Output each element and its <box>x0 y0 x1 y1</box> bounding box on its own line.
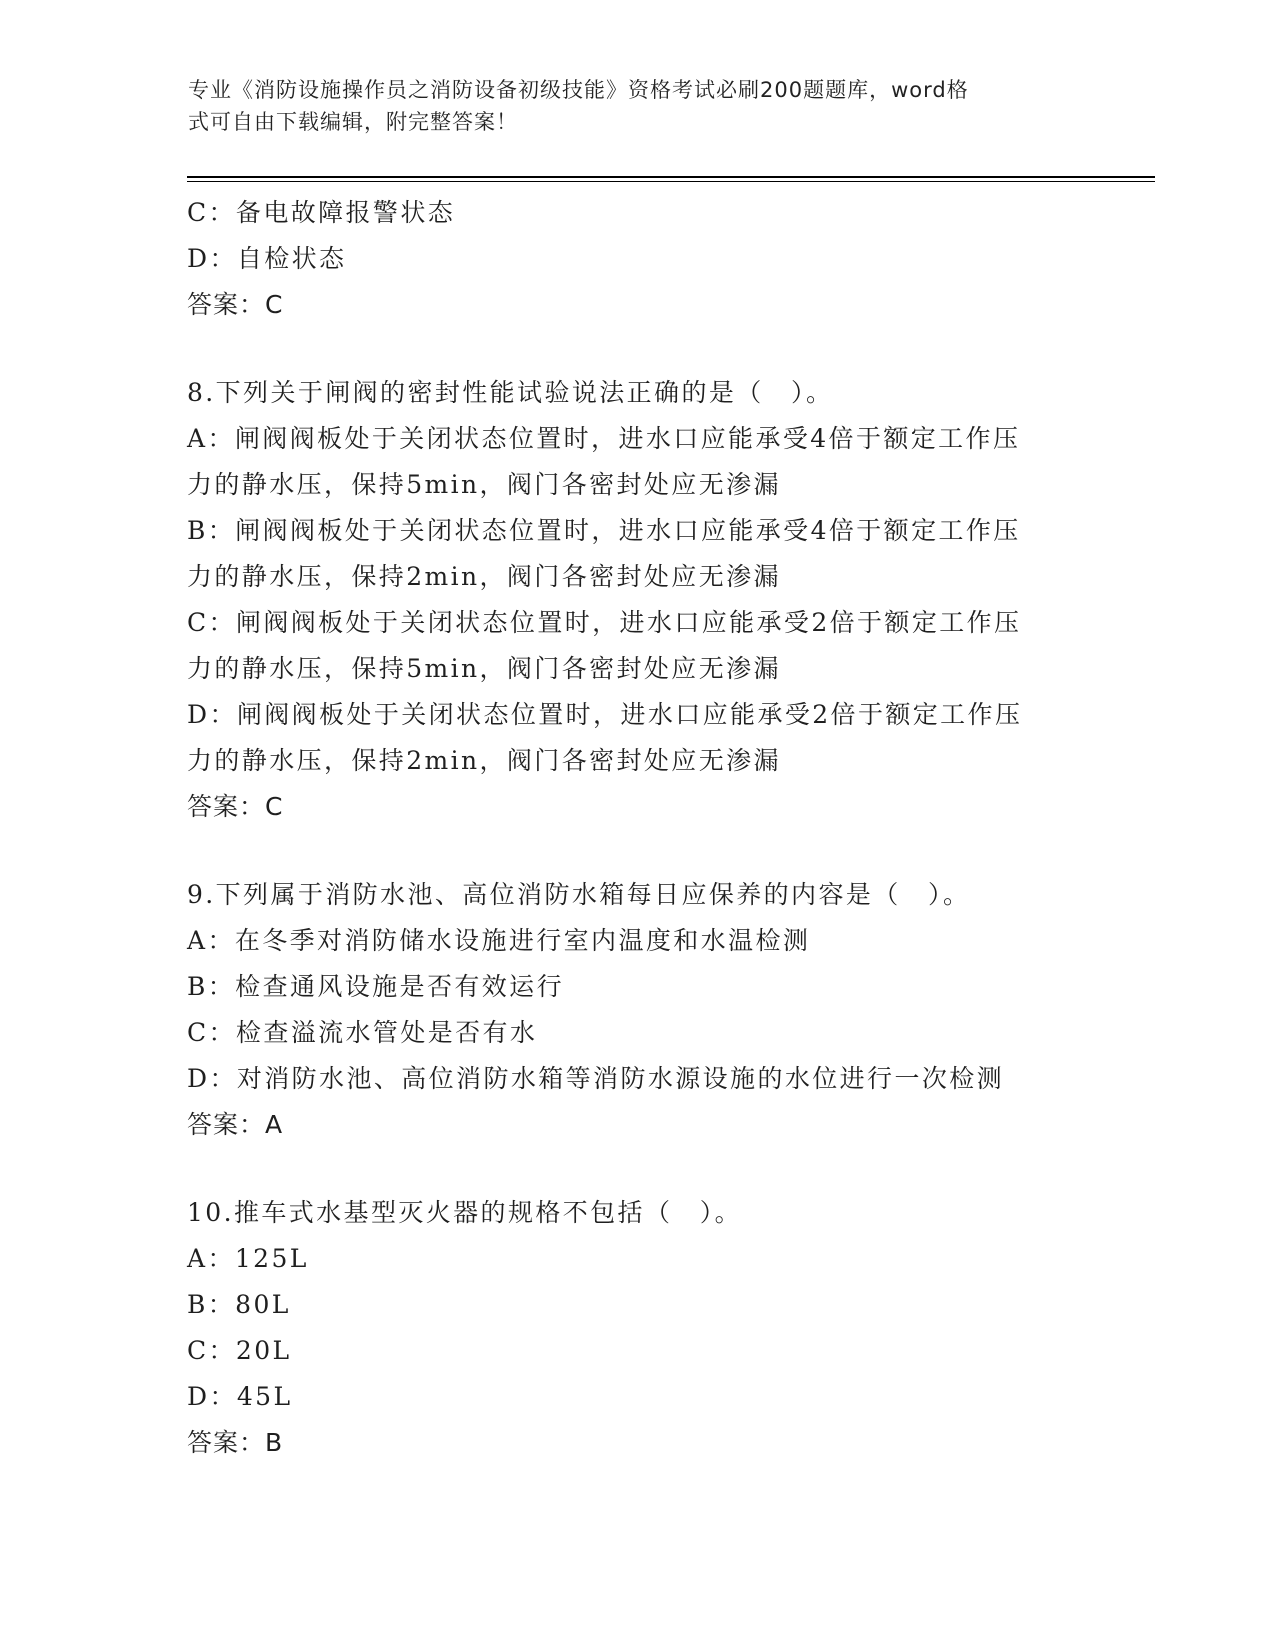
option-d: D：对消防水池、高位消防水箱等消防水源设施的水位进行一次检测 <box>187 1064 1005 1093</box>
option-a: A：在冬季对消防储水设施进行室内温度和水温检测 <box>187 926 811 955</box>
document-header <box>188 74 1068 138</box>
spacer <box>187 1148 1087 1190</box>
spacer <box>187 328 1087 370</box>
prev-option-d: D：自检状态 <box>187 244 347 273</box>
option-c-line-1: C：闸阀阀板处于关闭状态位置时，进水口应能承受2倍于额定工作压 <box>187 608 1022 637</box>
option-d-line-1: D：闸阀阀板处于关闭状态位置时，进水口应能承受2倍于额定工作压 <box>187 700 1023 729</box>
answer: 答案：C <box>187 792 284 821</box>
header-divider-thin <box>187 181 1155 182</box>
option-c-line-2: 力的静水压，保持5min，阀门各密封处应无渗漏 <box>187 654 781 683</box>
question-stem: 10.推车式水基型灭火器的规格不包括（ ）。 <box>187 1198 743 1227</box>
option-b: B：80L <box>187 1290 291 1319</box>
question-stem: 8.下列关于闸阀的密封性能试验说法正确的是（ ）。 <box>187 378 834 407</box>
option-d: D：45L <box>187 1382 293 1411</box>
option-b-line-2: 力的静水压，保持2min，阀门各密封处应无渗漏 <box>187 562 781 591</box>
answer: 答案：A <box>187 1110 284 1139</box>
question-8 <box>187 370 1087 830</box>
option-a-line-1: A：闸阀阀板处于关闭状态位置时，进水口应能承受4倍于额定工作压 <box>187 424 1021 453</box>
question-stem: 9.下列属于消防水池、高位消防水箱每日应保养的内容是（ ）。 <box>187 880 971 909</box>
question-content <box>187 190 1087 1466</box>
option-c: C：检查溢流水管处是否有水 <box>187 1018 538 1047</box>
header-divider-thick <box>187 176 1155 178</box>
question-9 <box>187 872 1087 1148</box>
answer: 答案：B <box>187 1428 284 1457</box>
prev-option-c: C：备电故障报警状态 <box>187 198 456 227</box>
header-line-1: 专业《消防设施操作员之消防设备初级技能》资格考试必刷200题题库，word格 <box>188 78 969 102</box>
spacer <box>187 830 1087 872</box>
option-a: A：125L <box>187 1244 309 1273</box>
prev-answer: 答案：C <box>187 290 284 319</box>
option-c: C：20L <box>187 1336 292 1365</box>
header-line-2: 式可自由下载编辑，附完整答案！ <box>188 110 518 134</box>
option-b: B：检查通风设施是否有效运行 <box>187 972 564 1001</box>
option-a-line-2: 力的静水压，保持5min，阀门各密封处应无渗漏 <box>187 470 781 499</box>
question-10 <box>187 1190 1087 1466</box>
option-d-line-2: 力的静水压，保持2min，阀门各密封处应无渗漏 <box>187 746 781 775</box>
option-b-line-1: B：闸阀阀板处于关闭状态位置时，进水口应能承受4倍于额定工作压 <box>187 516 1021 545</box>
